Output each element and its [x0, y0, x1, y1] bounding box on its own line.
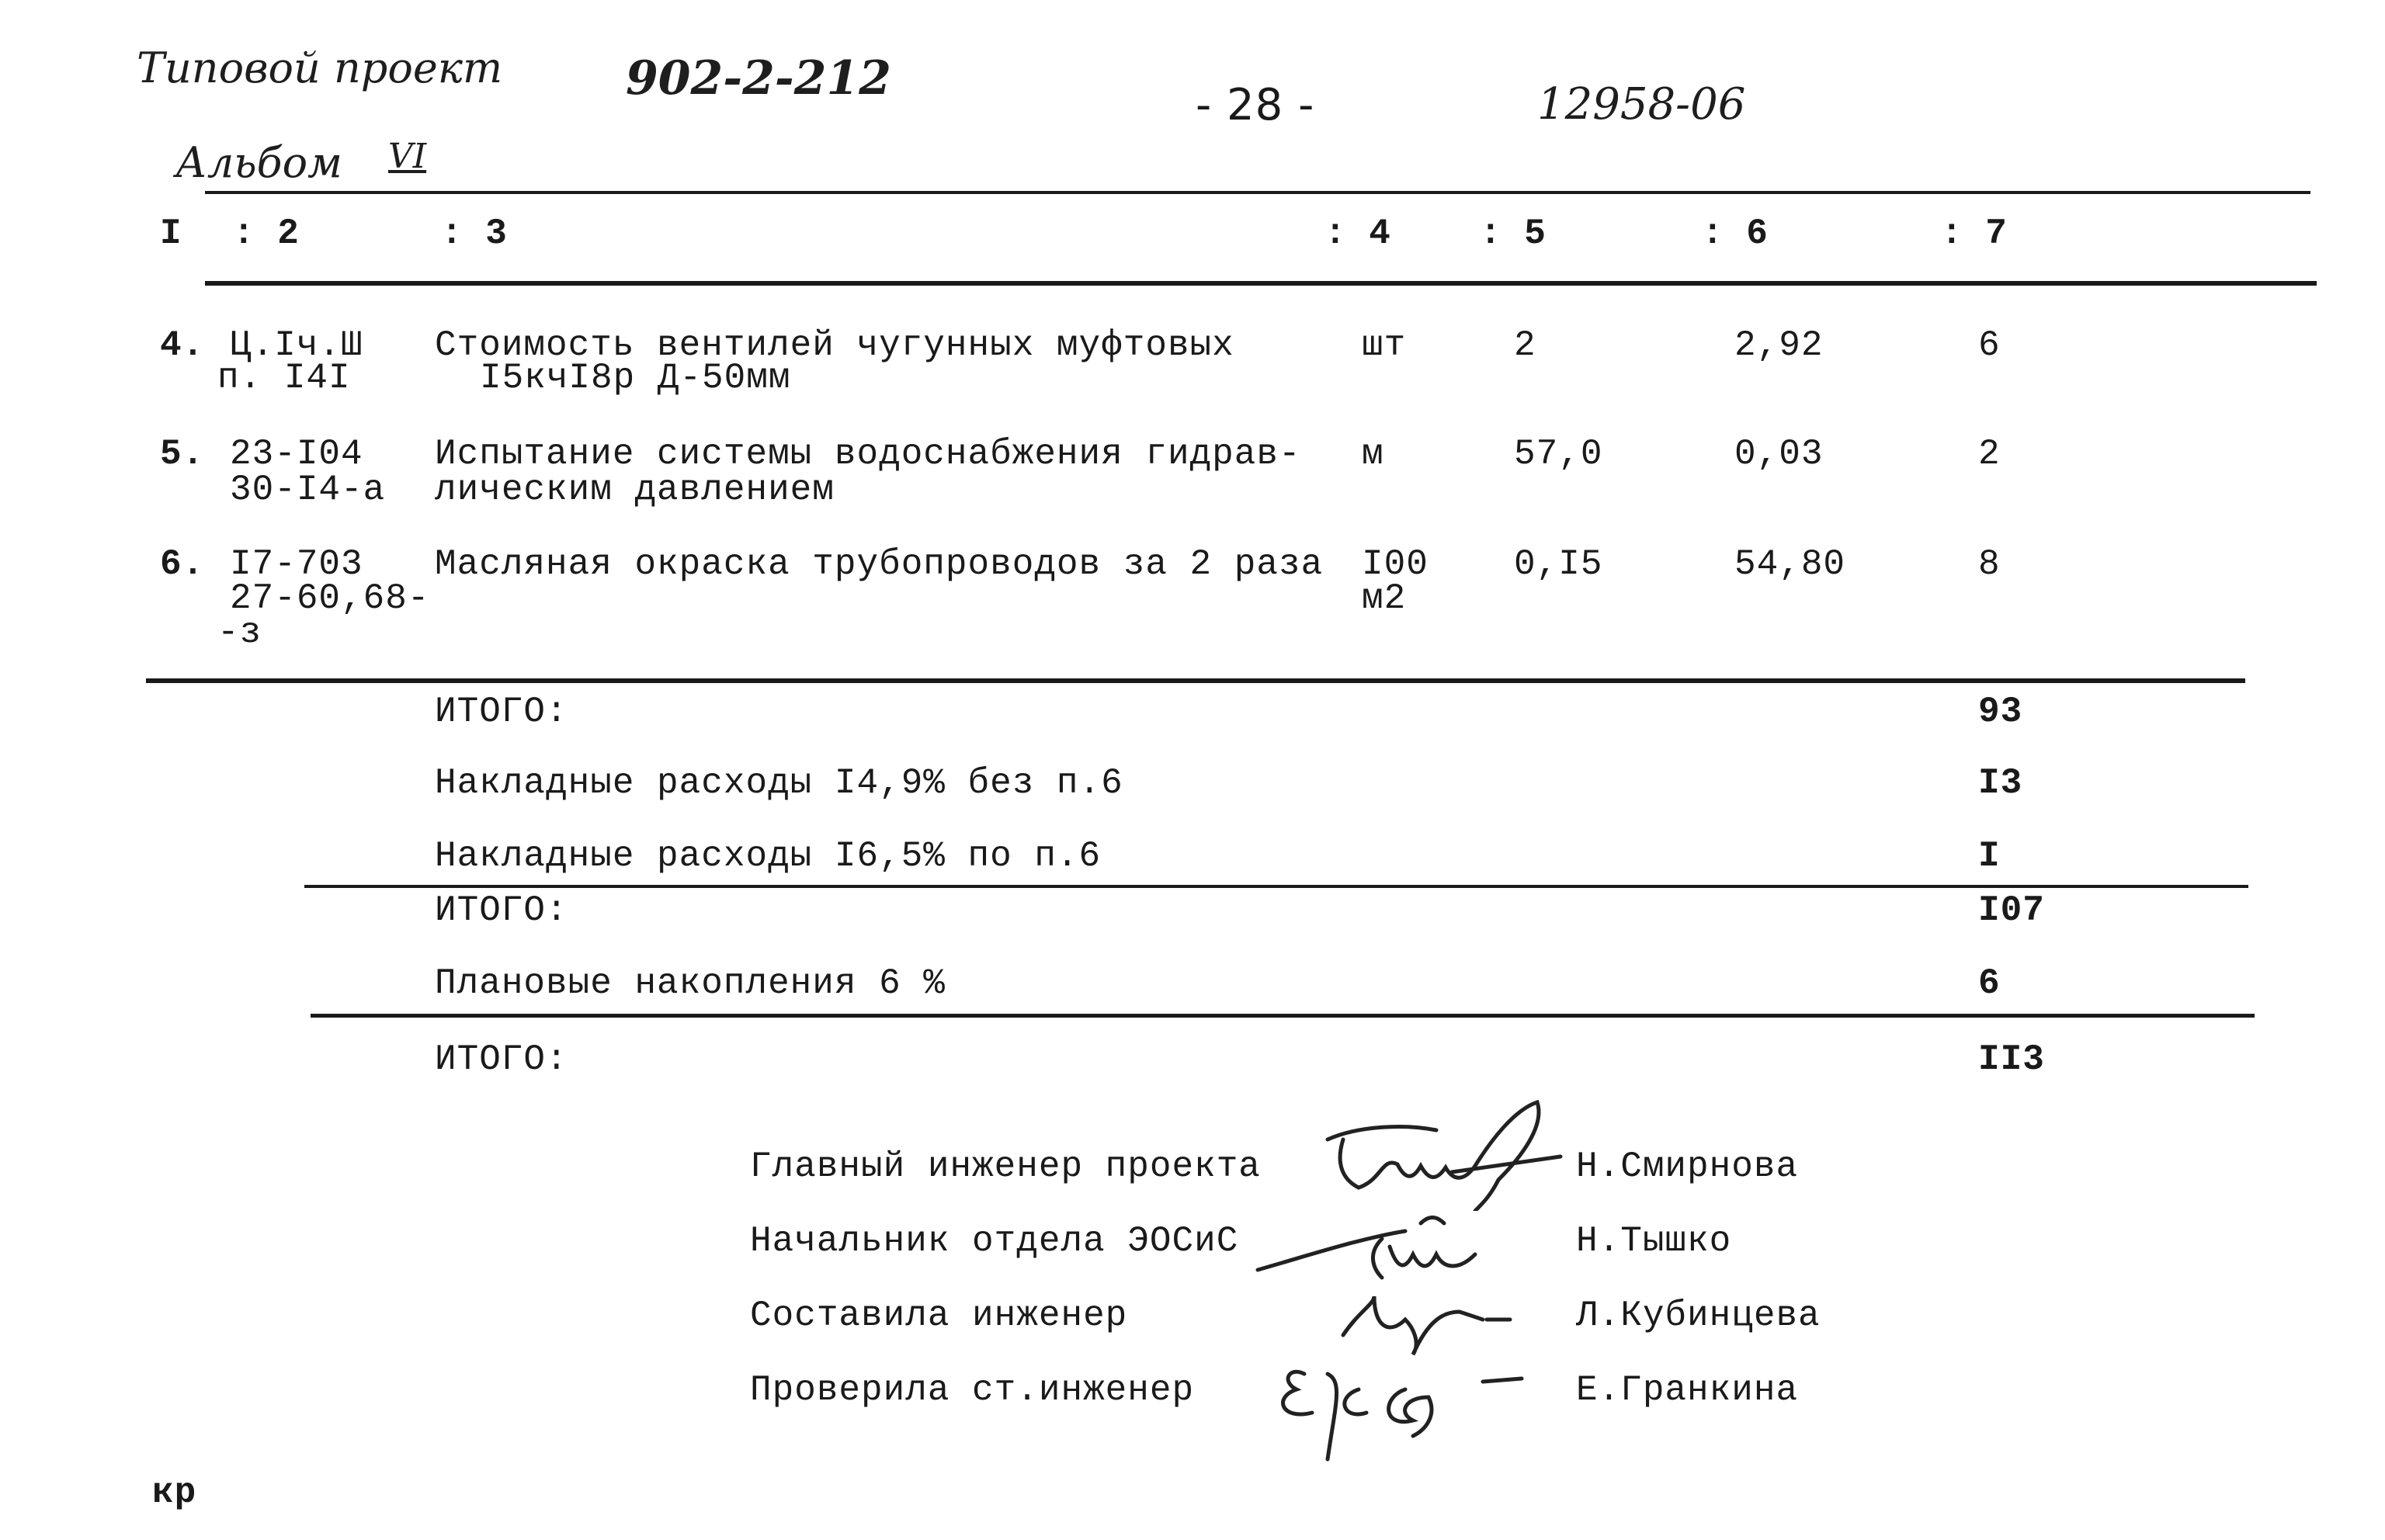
row-description: Стоимость вентилей чугунных муфтовых — [435, 325, 1234, 366]
row-code: 27-60,68- — [230, 578, 430, 619]
row-number: 4. — [160, 325, 205, 366]
col-header-2: : 2 — [233, 213, 300, 254]
row-total: 6 — [1978, 325, 2001, 366]
project-code: 902-2-212 — [626, 51, 892, 106]
row-quantity: 0,I5 — [1514, 544, 1603, 584]
summary-label: Плановые накопления 6 % — [435, 963, 946, 1004]
row-code: п. I4I — [217, 358, 351, 398]
summary-rule — [311, 1014, 2255, 1018]
summary-value: 93 — [1978, 692, 2023, 732]
signature-role: Составила инженер — [750, 1295, 1128, 1336]
col-header-1: I — [160, 213, 182, 254]
summary-value: 6 — [1978, 963, 2001, 1004]
footer-mark: кр — [152, 1472, 197, 1513]
row-unit: м2 — [1362, 578, 1407, 619]
col-header-6: : 6 — [1702, 213, 1769, 254]
col-header-4: : 4 — [1324, 213, 1391, 254]
signature-role: Проверила ст.инженер — [750, 1370, 1195, 1410]
doc-code: 12958-06 — [1537, 79, 1746, 130]
row-code: -з — [217, 612, 262, 653]
row-quantity: 2 — [1514, 325, 1536, 366]
summary-label: ИТОГО: — [435, 692, 568, 732]
row-total: 8 — [1978, 544, 2001, 584]
row-quantity: 57,0 — [1514, 434, 1603, 474]
header-bottom-rule — [205, 281, 2317, 286]
row-code: 23-I04 — [230, 434, 363, 474]
album-number: VI — [388, 137, 427, 176]
row-unit: шт — [1362, 325, 1407, 366]
table-bottom-rule — [146, 678, 2245, 683]
signature-name: Н.Смирнова — [1576, 1146, 1799, 1187]
signature-grankina — [1265, 1351, 1537, 1467]
summary-value: II3 — [1978, 1039, 2045, 1080]
summary-value: I3 — [1978, 763, 2023, 803]
signature-name: Л.Кубинцева — [1576, 1295, 1821, 1336]
row-description: Масляная окраска трубопроводов за 2 раза — [435, 544, 1324, 584]
signature-role: Главный инженер проекта — [750, 1146, 1261, 1187]
col-header-5: : 5 — [1480, 213, 1547, 254]
row-description: лическим давлением — [435, 470, 835, 510]
row-unit: м — [1362, 434, 1384, 474]
row-number: 6. — [160, 544, 205, 584]
summary-label: ИТОГО: — [435, 890, 568, 931]
row-code: I7-703 — [230, 544, 363, 584]
row-price: 0,03 — [1734, 434, 1824, 474]
col-header-3: : 3 — [441, 213, 508, 254]
row-description: Испытание системы водоснабжения гидрав- — [435, 434, 1301, 474]
summary-value: I — [1978, 836, 2001, 876]
signature-name: Н.Тышко — [1576, 1221, 1732, 1261]
row-code: 30-I4-а — [230, 470, 386, 510]
signature-kubintseva — [1328, 1281, 1514, 1358]
summary-label: ИТОГО: — [435, 1039, 568, 1080]
summary-label: Накладные расходы I6,5% по п.6 — [435, 836, 1102, 876]
summary-label: Накладные расходы I4,9% без п.6 — [435, 763, 1123, 803]
row-price: 54,80 — [1734, 544, 1846, 584]
summary-rule — [304, 885, 2248, 888]
signature-role: Начальник отдела ЭОСиС — [750, 1221, 1239, 1261]
row-total: 2 — [1978, 434, 2001, 474]
col-header-7: : 7 — [1941, 213, 2008, 254]
top-rule — [205, 191, 2310, 194]
album-label: Альбом — [175, 138, 342, 187]
signature-name: Е.Гранкина — [1576, 1370, 1799, 1410]
row-description: I5кчI8р Д-50мм — [480, 358, 791, 398]
row-unit: I00 — [1362, 544, 1429, 584]
page-number: - 28 - — [1196, 80, 1315, 130]
row-number: 5. — [160, 434, 205, 474]
signature-smirnova — [1312, 1094, 1568, 1211]
row-code: Ц.Iч.Ш — [230, 325, 363, 366]
summary-value: I07 — [1978, 890, 2045, 931]
row-price: 2,92 — [1734, 325, 1824, 366]
project-label: Типовой проект — [137, 43, 503, 92]
